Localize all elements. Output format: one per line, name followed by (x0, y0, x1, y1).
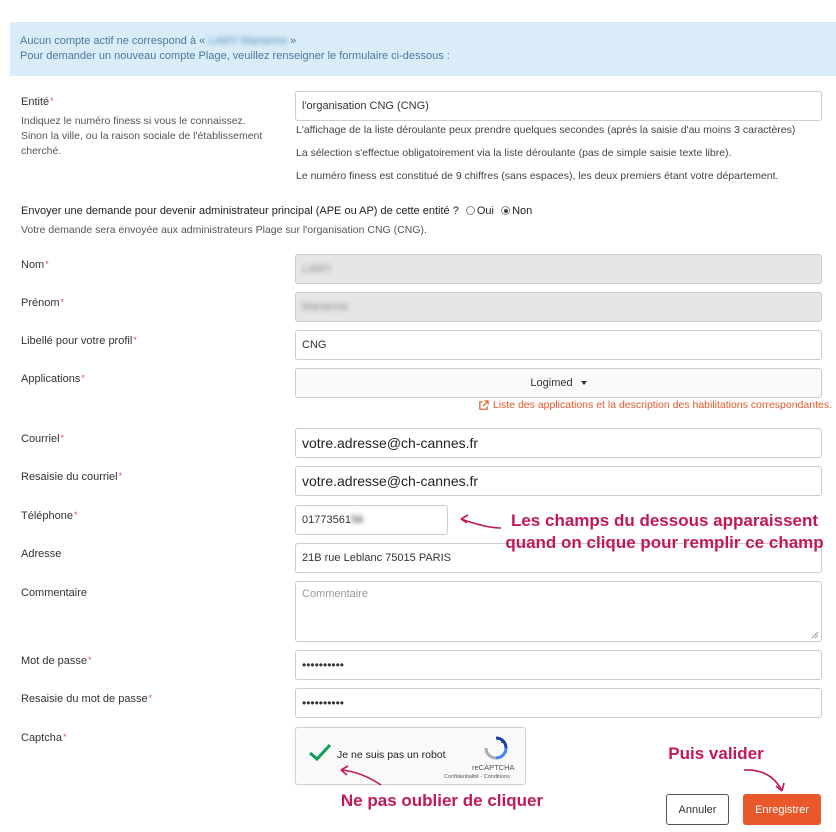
admin-question-row (21, 205, 532, 217)
annotation-captcha: Ne pas oublier de cliquer (340, 791, 544, 810)
resaisie-mdp-input[interactable]: •••••••••• (295, 688, 822, 718)
mdp-label: Mot de passe* (21, 655, 92, 667)
caret-down-icon (581, 381, 587, 385)
recaptcha-logo (484, 736, 508, 760)
admin-non-label: Non (512, 205, 533, 217)
nom-label: Nom* (21, 259, 49, 271)
resaisie-mdp-label: Resaisie du mot de passe* (21, 693, 153, 705)
banner-line-1 (20, 34, 826, 49)
courriel-label: Courriel* (21, 433, 65, 445)
entite-note-1: L'affichage de la liste déroulante peux prendre quelques secondes (après la saisie d'au moins 3 caractères) (296, 124, 796, 136)
libelle-label: Libellé pour votre profil* (21, 335, 137, 347)
admin-oui-radio[interactable] (466, 206, 475, 215)
checkmark-icon (308, 742, 332, 762)
prenom-label: Prénom* (21, 297, 65, 309)
admin-question: Envoyer une demande pour devenir administrateur principal (APE ou AP) de cette entité ? (21, 205, 459, 217)
annotation-valider: Puis valider (668, 744, 764, 763)
commentaire-placeholder: Commentaire (302, 588, 369, 600)
banner-user-name: LAMY Marianne (208, 35, 288, 47)
entite-note-2: La sélection s'effectue obligatoirement via la liste déroulante (pas de simple saisie texte libre). (296, 147, 732, 159)
captcha-brand: reCAPTCHA (472, 763, 515, 772)
applications-select[interactable] (295, 368, 822, 398)
cancel-button[interactable]: Annuler (666, 794, 729, 825)
admin-non-radio[interactable] (501, 206, 510, 215)
applications-link-text: Liste des applications et la description des habilitations correspondantes. (492, 399, 832, 411)
banner-prefix: Aucun compte actif ne correspond à « (20, 35, 206, 47)
adresse-input[interactable]: 21B rue Leblanc 75015 PARIS (295, 543, 822, 573)
commentaire-textarea[interactable] (295, 581, 822, 642)
applications-label: Applications* (21, 373, 85, 385)
admin-info: Votre demande sera envoyée aux administrateurs Plage sur l'organisation CNG (CNG). (21, 224, 427, 236)
applications-link[interactable] (478, 399, 832, 411)
nom-input: LAMY (295, 254, 822, 284)
entite-label: Entité* (21, 96, 54, 108)
telephone-label: Téléphone* (21, 510, 78, 522)
admin-oui-label: Oui (476, 205, 494, 217)
resaisie-courriel-input[interactable]: votre.adresse@ch-cannes.fr (295, 466, 822, 496)
banner-suffix: » (290, 35, 297, 47)
applications-selected: Logimed (530, 377, 573, 389)
captcha-links[interactable]: Confidentialité - Conditions (444, 774, 510, 780)
telephone-input[interactable]: 01773561 56 (295, 505, 448, 535)
mdp-input[interactable]: •••••••••• (295, 650, 822, 680)
save-button[interactable]: Enregistrer (743, 794, 821, 825)
captcha-widget[interactable] (295, 727, 526, 785)
info-banner (10, 22, 836, 76)
annotation-arrow-captcha-icon (335, 765, 385, 789)
banner-line-2: Pour demander un nouveau compte Plage, veuillez renseigner le formulaire ci-dessous : (20, 50, 450, 62)
entite-note-3: Le numéro finess est constitué de 9 chiffres (sans espaces), les deux premiers étant votre département. (296, 170, 779, 182)
annotation-telephone: Les champs du dessous apparaissent quand on clique pour remplir ce champ (505, 511, 824, 552)
external-link-icon (478, 400, 489, 411)
commentaire-label: Commentaire (21, 587, 88, 599)
adresse-label: Adresse (21, 548, 62, 560)
captcha-text: Je ne suis pas un robot (337, 749, 446, 761)
resaisie-courriel-label: Resaisie du courriel* (21, 471, 123, 483)
resize-handle-icon[interactable] (811, 631, 819, 639)
courriel-input[interactable]: votre.adresse@ch-cannes.fr (295, 428, 822, 458)
entite-input[interactable]: l'organisation CNG (CNG) (295, 91, 822, 121)
prenom-input: Marianne (295, 292, 822, 322)
libelle-input[interactable]: CNG (295, 330, 822, 360)
captcha-label: Captcha* (21, 732, 67, 744)
entite-hint: Indiquez le numéro finess si vous le connaissez. Sinon la ville, ou la raison sociale de l'établissement cherché. (21, 115, 263, 157)
annotation-arrow-valider-icon (740, 765, 790, 797)
